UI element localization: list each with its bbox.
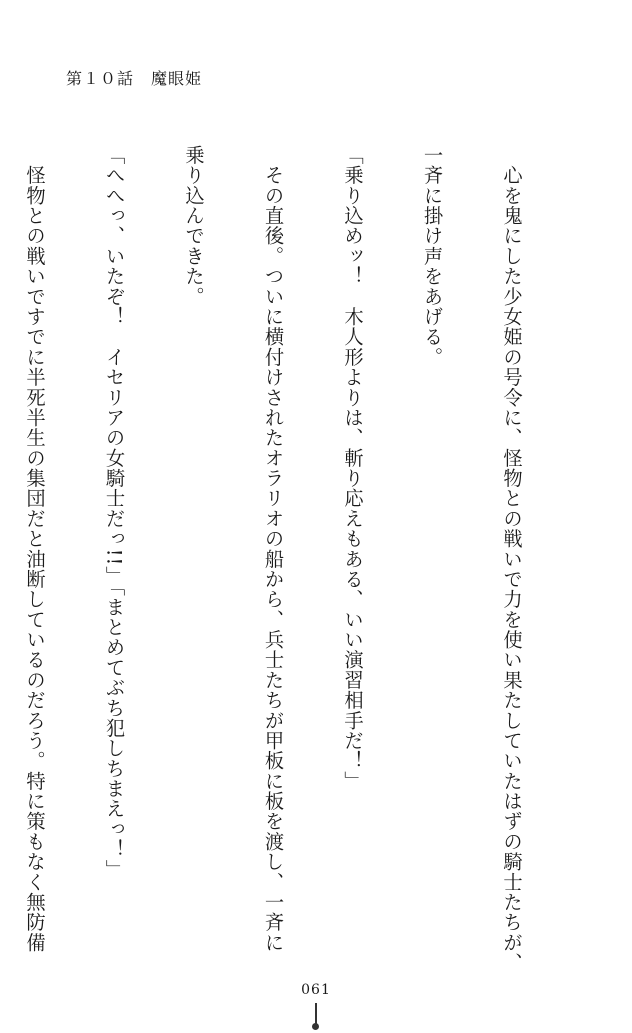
text-line: 心を鬼にした少女姫の号令に、怪物との戦いで力を使い果たしていたはずの騎士たちが、 (500, 145, 523, 973)
text-line: 怪物との戦いですでに半死半生の集団だと油断しているのだろう。特に策もなく無防備 (23, 145, 46, 953)
chapter-title: 第１０話 魔眼姫 (66, 69, 203, 88)
page-marker-dot (312, 1023, 319, 1030)
text-line: 「へへっ、いたぞ！ イセリアの女騎士だっ!!」「まとめてぶち犯しちまえっ！」 (102, 145, 126, 880)
text-line: その直後。ついに横付けされたオラリオの船から、兵士たちが甲板に板を渡し、一斉に (261, 145, 285, 953)
text-line: 乗り込んできた。 (182, 145, 205, 307)
text-line: 「乗り込めッ！ 木人形よりは、斬り応えもある、いい演習相手だ！」 (341, 145, 364, 792)
text-line: 一斉に掛け声をあげる。 (420, 145, 444, 368)
body-text (0, 145, 577, 973)
page-number: 061 (301, 982, 331, 998)
